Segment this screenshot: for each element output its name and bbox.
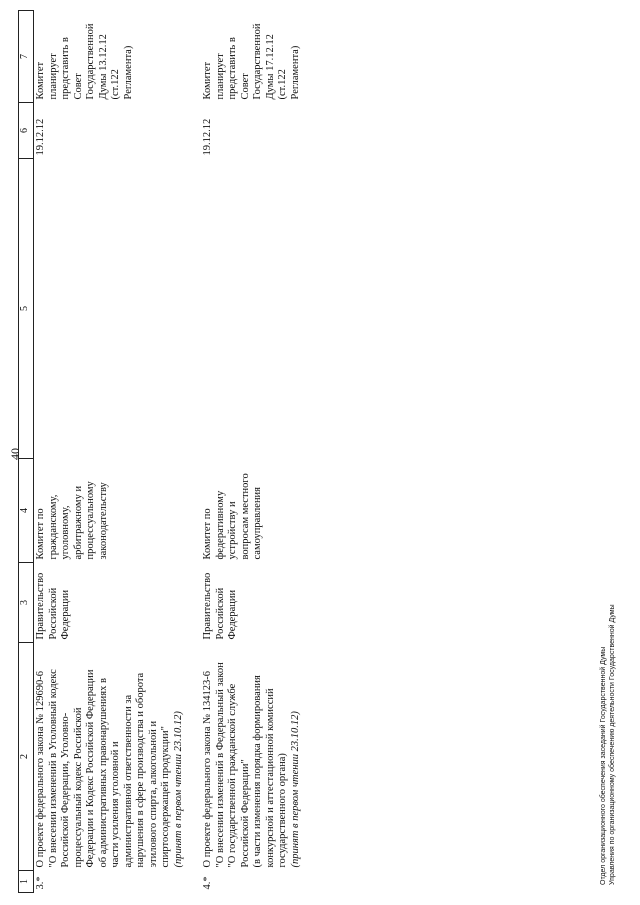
bill-title-line: О проекте федерального закона № 129690-6 xyxy=(35,670,46,868)
bill-title-line: Федерации и Кодекс Российской Федерации xyxy=(85,669,96,868)
author-cell xyxy=(34,563,187,643)
committee-line: уголовному, xyxy=(60,505,71,560)
column-header: 3 xyxy=(19,563,34,643)
bill-title-line: О проекте федерального закона № 134123-6 xyxy=(202,670,213,868)
committee-cell xyxy=(34,459,187,563)
bill-title-line: процессуальный кодекс Российской xyxy=(72,707,84,868)
bill-title-cell xyxy=(34,643,187,871)
bill-title-line: нарушения в сфере производства и оборота xyxy=(135,672,146,868)
footer-line: Отдел организационного обеспечения заседаний Государственной Думы xyxy=(600,646,607,885)
remark-line: (ст.122 Регламента) xyxy=(110,45,134,100)
first-reading-note: (принят в первом чтении 23.10.12) xyxy=(289,711,301,868)
bill-title-line: конкурсной и аттестационной комиссий xyxy=(264,688,276,868)
row-number: 4.* xyxy=(202,876,213,890)
footer-line: Управления по организационному обеспечению деятельности Государственной Думы xyxy=(609,604,616,885)
bill-title-line: "О внесении изменений в Федеральный закон xyxy=(214,662,226,868)
column-header: 1 xyxy=(19,871,34,893)
bill-title-line: административной ответственности за xyxy=(122,694,134,868)
remark-line: Думы 13.12.12 xyxy=(97,34,109,100)
bill-title-line: спиртосодержащей продукции" xyxy=(160,726,171,868)
row-number: 3.* xyxy=(35,876,46,890)
column-header: 2 xyxy=(19,643,34,871)
remark-line: представить в Совет xyxy=(60,37,84,100)
column-header: 5 xyxy=(19,159,34,459)
author-line: Российской xyxy=(47,587,59,640)
committee-line: процессуальному xyxy=(85,481,96,560)
committee-line: федеративному xyxy=(214,490,226,560)
remark-cell xyxy=(186,11,303,103)
remark-line: Государственной xyxy=(252,23,263,100)
remark-line: Комитет планирует xyxy=(35,53,59,100)
committee-cell xyxy=(186,459,303,563)
bill-title-line: части усиления уголовной и xyxy=(110,741,121,868)
date-cell: 19.12.12 xyxy=(35,118,46,156)
bill-title-line: (в части изменения порядка формирования xyxy=(252,675,263,868)
table-row xyxy=(186,11,303,893)
bill-title-line: "О государственной гражданской службе xyxy=(227,683,238,868)
date-cell: 19.12.12 xyxy=(202,118,213,156)
committee-line: вопросам местного xyxy=(239,473,251,560)
committee-line: гражданскому, xyxy=(47,494,59,560)
bill-title-cell xyxy=(186,643,303,871)
remark-line: Комитет планирует xyxy=(202,53,226,100)
bills-table xyxy=(18,10,303,893)
footer xyxy=(599,485,617,885)
bill-title-line: об административных правонарушениях в xyxy=(97,678,109,868)
committee-line: самоуправления xyxy=(252,486,263,560)
remark-line: представить в Совет xyxy=(227,37,251,100)
column-header: 7 xyxy=(19,11,34,103)
column-header: 4 xyxy=(19,459,34,563)
remark-cell xyxy=(34,11,187,103)
bill-title-line: этилового спирта, алкогольной и xyxy=(147,720,159,868)
committee-line: устройству и xyxy=(227,501,238,560)
table-row xyxy=(34,11,187,893)
remark-line: (ст.122 Регламента) xyxy=(277,45,301,100)
column-5-cell xyxy=(186,159,303,459)
column-number-row xyxy=(19,11,34,893)
author-line: Правительство xyxy=(202,572,213,640)
bill-title-line: "О внесении изменений в Уголовный кодекс xyxy=(47,669,59,868)
committee-line: законодательству xyxy=(97,482,109,560)
author-line: Федерации xyxy=(227,589,238,640)
page-number: 40 xyxy=(8,448,22,460)
committee-line: арбитражному и xyxy=(72,485,84,560)
author-line: Российской xyxy=(214,587,226,640)
bill-title-line: государственного органа) xyxy=(277,753,288,868)
author-line: Федерации xyxy=(60,589,71,640)
remark-line: Думы 17.12.12 xyxy=(264,34,276,100)
column-5-cell xyxy=(34,159,187,459)
remark-line: Государственной xyxy=(85,23,96,100)
bill-title-line: Российской Федерации, Уголовно- xyxy=(60,712,71,868)
first-reading-note: (принят в первом чтении 23.10.12) xyxy=(172,711,184,868)
committee-line: Комитет по xyxy=(202,508,213,560)
committee-line: Комитет по xyxy=(35,508,46,560)
bill-title-line: Российской Федерации" xyxy=(239,759,251,868)
column-header: 6 xyxy=(19,103,34,159)
author-cell xyxy=(186,563,303,643)
author-line: Правительство xyxy=(35,572,46,640)
